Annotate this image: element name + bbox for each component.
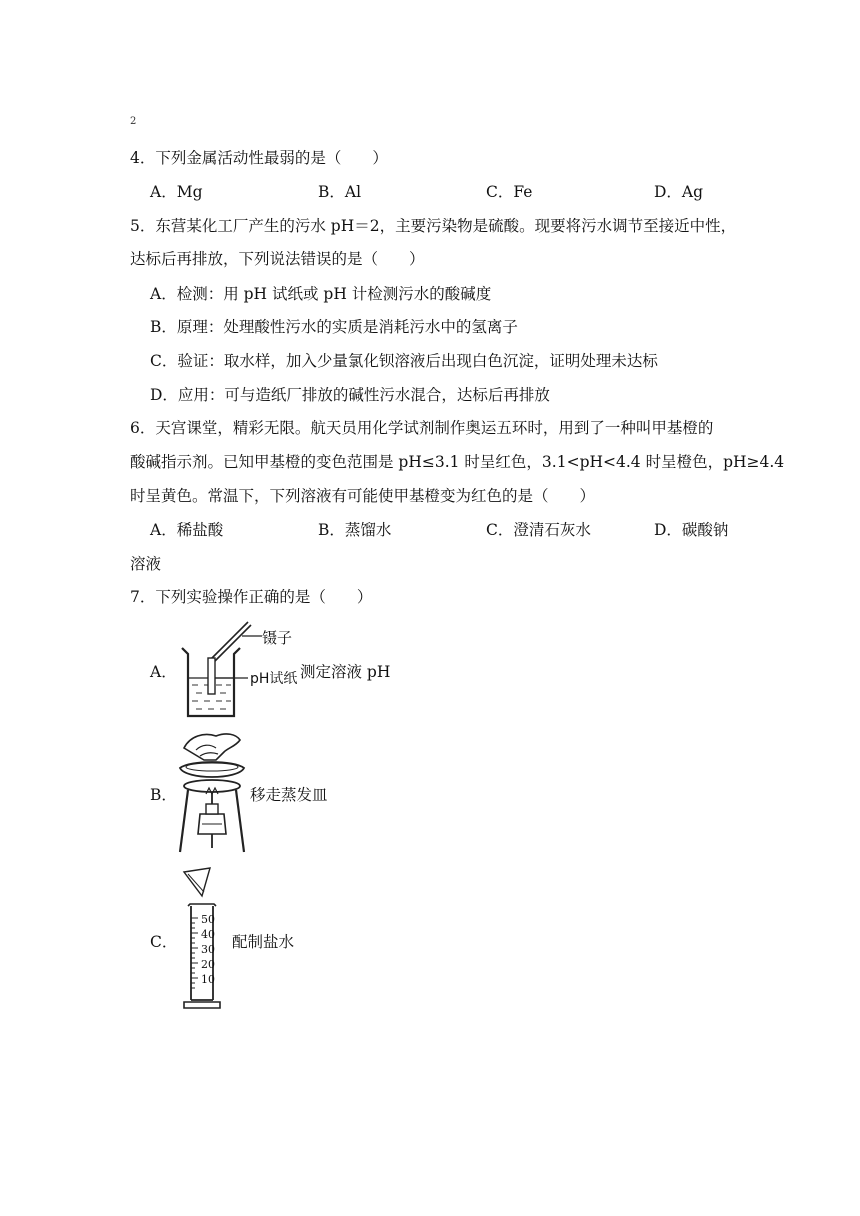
question-4-stem: 4．下列金属活动性最弱的是（ ）	[130, 149, 388, 167]
ph-test-figure	[178, 618, 308, 722]
question-7-option-b-letter: B．	[150, 786, 177, 804]
cylinder-scale-20: 20	[201, 958, 215, 971]
ph-paper-label: pH试纸	[250, 671, 298, 687]
graduated-cylinder-figure	[180, 866, 228, 1014]
question-6-stem-line2: 酸碱指示剂。已知甲基橙的变色范围是 pH≤3.1 时呈红色，3.1<pH<4.4 时呈橙色，pH≥4.4	[130, 453, 785, 471]
question-5-option-a: A．检测：用 pH 试纸或 pH 计检测污水的酸碱度	[150, 285, 492, 303]
question-5-stem-line2: 达标后再排放，下列说法错误的是（ ）	[130, 250, 425, 268]
question-6-option-b: B．蒸馏水	[318, 521, 392, 539]
cylinder-scale-10: 10	[201, 973, 215, 986]
question-7-stem: 7．下列实验操作正确的是（ ）	[130, 588, 373, 606]
question-7-option-c-letter: C．	[150, 933, 178, 951]
page-number: 2	[130, 116, 137, 127]
question-6-option-c: C．澄清石灰水	[486, 521, 591, 539]
question-7-option-a-caption: 测定溶液 pH	[300, 663, 391, 681]
question-7-option-c-caption: 配制盐水	[232, 933, 295, 951]
question-4-option-d: D．Ag	[654, 183, 704, 201]
tweezers-label: 镊子	[262, 629, 293, 647]
question-7-option-a-letter: A．	[150, 663, 177, 681]
question-5-option-c: C．验证：取水样，加入少量氯化钡溶液后出现白色沉淀，证明处理未达标	[150, 352, 658, 370]
question-4-option-c: C．Fe	[486, 183, 533, 201]
question-5-stem-line1: 5．东营某化工厂产生的污水 pH＝2，主要污染物是硫酸。现要将污水调节至接近中性，	[130, 217, 737, 235]
question-6-option-d-wrap: 溶液	[130, 555, 162, 573]
cylinder-scale-50: 50	[201, 913, 215, 926]
cylinder-scale-40: 40	[201, 928, 215, 941]
question-6-option-d: D．碳酸钠	[654, 521, 729, 539]
question-7-option-b-caption: 移走蒸发皿	[250, 786, 328, 804]
question-5-option-b: B．原理：处理酸性污水的实质是消耗污水中的氢离子	[150, 318, 518, 336]
question-4-option-b: B．Al	[318, 183, 362, 201]
question-6-stem-line1: 6．天宫课堂，精彩无限。航天员用化学试剂制作奥运五环时，用到了一种叫甲基橙的	[130, 419, 714, 437]
cylinder-scale-30: 30	[201, 943, 215, 956]
question-5-option-d: D．应用：可与造纸厂排放的碱性污水混合，达标后再排放	[150, 386, 550, 404]
question-6-option-a: A．稀盐酸	[150, 521, 224, 539]
evaporating-dish-figure	[176, 730, 248, 854]
question-6-stem-line3: 时呈黄色。常温下，下列溶液有可能使甲基橙变为红色的是（ ）	[130, 487, 596, 505]
question-4-option-a: A．Mg	[150, 183, 203, 201]
